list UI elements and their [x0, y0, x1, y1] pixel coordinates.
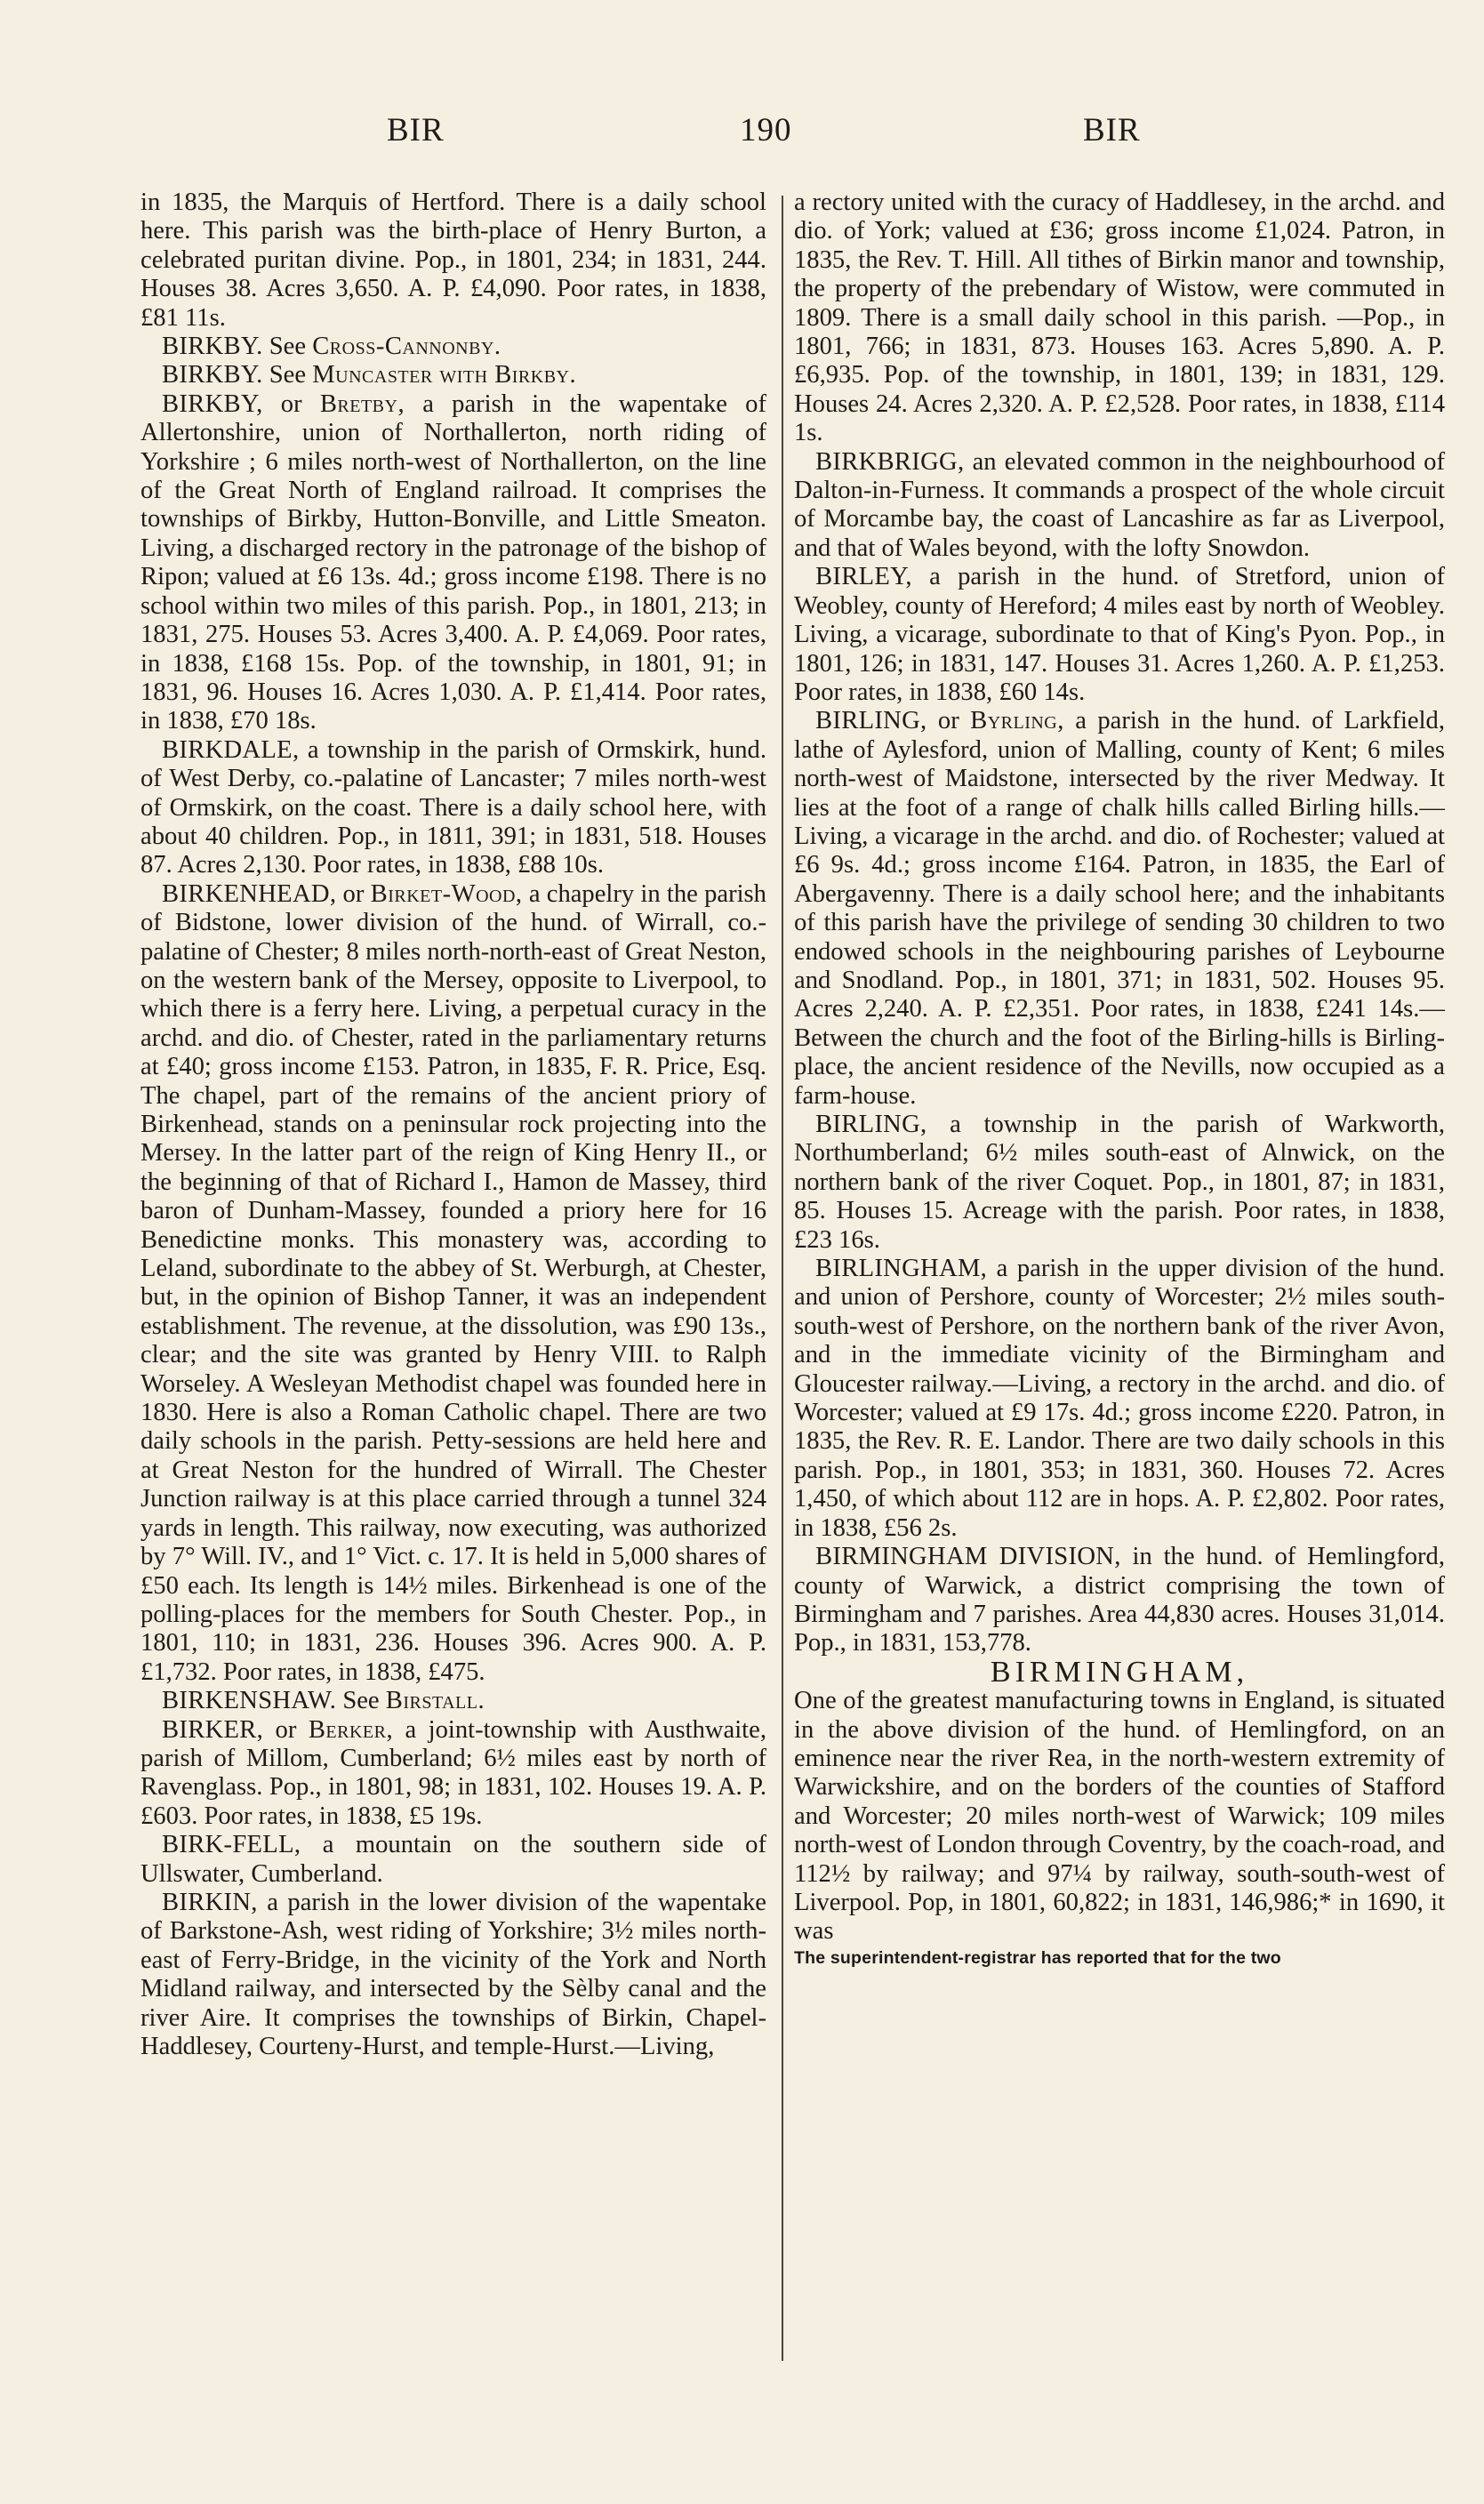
- entry-headword: BIRKER,: [162, 1715, 264, 1744]
- right-column-entries: [794, 189, 1445, 1658]
- gazetteer-entry: [794, 707, 1445, 1111]
- section-text: One of the greatest manufacturing towns in England, is situated in the above division of the hund. of Hemlingford, on an eminence near the river Rea, in the north-western extremity of Warwickshire, and on the borders of the counties of Stafford and Worcester; 20 miles north-west of Warwick; 109 miles north-west of London through Coventry, by the coach-road, and 112½ by railway; and 97¼ by railway, south-south-west of Liverpool. Pop, in 1801, 60,822; in 1831, 146,986;* in 1690, it was: [794, 1687, 1445, 1946]
- entry-headword: BIRKBY.: [162, 333, 263, 361]
- entry-headword: BIRMINGHAM DIVISION,: [815, 1543, 1121, 1571]
- column-divider: [782, 196, 783, 2361]
- alternate-name: Bretby,: [319, 389, 405, 418]
- gazetteer-entry: [794, 563, 1445, 707]
- gazetteer-entry: [140, 1831, 766, 1889]
- alternate-name: Birket-Wood,: [370, 879, 523, 908]
- entry-text: a township in the parish of Ormskirk, hund. of West Derby, co.-palatine of Lancaster; 7 miles north-west of Ormskirk, on the coast. There is a daily school here, with about 40 children. Pop., in 1811, 391; in 1831, 518. Houses 87. Acres 2,130. Poor rates, in 1838, £88 10s.: [140, 735, 766, 879]
- gazetteer-entry: [794, 1543, 1445, 1658]
- entry-text: a parish in the hund. of Stretford, union of Weobley, county of Hereford; 4 miles east by north of Weobley. Living, a vicarage, subordinate to that of King's Pyon. Pop., in 1801, 126; in 1831, 147. Houses 31. Acres 1,260. A. P. £1,253. Poor rates, in 1838, £60 14s.: [794, 563, 1446, 706]
- gazetteer-entry: [140, 1889, 766, 2061]
- entry-headword: BIRLINGHAM,: [815, 1255, 988, 1283]
- entry-text: an elevated common in the neighbourhood of Dalton-in-Furness. It commands a prospect of the whole circuit of Morcambe bay, the coast of Lancashire as far as Liverpool, and that of Wales beyond, with the lofty Snowdon.: [794, 447, 1445, 562]
- see-label: See: [269, 361, 307, 389]
- gazetteer-entry: [140, 1716, 766, 1832]
- entry-headword: BIRKBY.: [162, 361, 263, 389]
- or-label: or: [280, 389, 302, 418]
- gazetteer-entry: [140, 361, 766, 389]
- entry-headword: BIRLEY,: [815, 563, 912, 591]
- entry-headword: BIRKBY,: [162, 389, 263, 418]
- entry-headword: BIRKIN,: [162, 1888, 258, 1916]
- entry-headword: BIRLING,: [815, 1111, 927, 1138]
- gazetteer-entry: [794, 1111, 1445, 1255]
- footnote: The superintendent-registrar has reported that for the two: [794, 1947, 1281, 1968]
- continued-entry-text: in 1835, the Marquis of Hertford. There is a daily school here. This parish was the birth-place of Henry Burton, a celebrated puritan divine. Pop., in 1801, 234; in 1831, 244. Houses 38. Acres 3,650. A. P. £4,090. Poor rates, in 1838, £81 11s.: [140, 189, 766, 332]
- or-label: or: [275, 1715, 297, 1744]
- gazetteer-entry: [140, 1687, 766, 1715]
- header-left-word: BIR: [387, 112, 445, 148]
- gazetteer-entry: [140, 333, 766, 361]
- gazetteer-entry: [140, 390, 766, 736]
- entry-text: a township in the parish of Warkworth, Northumberland; 6½ miles south-east of Alnwick, on the northern bank of the river Coquet. Pop., in 1801, 87; in 1831, 85. Houses 15. Acreage with the parish. Poor rates, in 1838, £23 16s.: [794, 1111, 1446, 1254]
- right-column: [794, 189, 1445, 1970]
- entry-headword: BIRKBRIGG,: [815, 447, 965, 476]
- alternate-name: Berker,: [308, 1715, 394, 1744]
- cross-reference: Birstall.: [385, 1687, 485, 1715]
- entry-headword: BIRKENHEAD,: [162, 879, 337, 908]
- entry-text: a parish in the lower division of the wapentake of Barkstone-Ash, west riding of Yorkshire; 3½ miles north-east of Ferry-Bridge, in the vicinity of the York and North Midland railway, and intersected by the Sèlby canal and the river Aire. It comprises the townships of Birkin, Chapel-Haddlesey, Courteny-Hurst, and temple-Hurst.—Living,: [140, 1888, 767, 2060]
- entry-text: a chapelry in the parish of Bidstone, lower division of the hund. of Wirrall, co.-palatine of Chester; 8 miles north-north-east of Great Neston, on the western bank of the Mersey, opposite to Liverpool, to which there is a ferry here. Living, a perpetual curacy in the archd. and dio. of Chester, rated in the parliamentary returns at £40; gross income £153. Patron, in 1835, F. R. Price, Esq. The chapel, part of the remains of the ancient priory of Birkenhead, stands on a peninsular rock projecting into the Mersey. In the latter part of the reign of King Henry II., or the beginning of that of Richard I., Hamon de Massey, third baron of Dunham-Massey, founded a priory here for 16 Benedictine monks. This monastery was, according to Leland, subordinate to the abbey of St. Werburgh, at Chester, but, in the opinion of Bishop Tanner, it was an independent establishment. The revenue, at the dissolution, was £90 13s., clear; and the site was granted by Henry VIII. to Ralph Worseley. A Wesleyan Methodist chapel was founded here in 1830. Here is also a Roman Catholic chapel. There are two daily schools in the parish. Petty-sessions are held here and at Great Neston for the hundred of Wirrall. The Chester Junction railway is at this place carried through a tunnel 324 yards in length. This railway, now executing, was authorized by 7° Will. IV., and 1° Vict. c. 17. It is held in 5,000 shares of £50 each. Its length is 14½ miles. Birkenhead is one of the polling-places for the members for South Chester. Pop., in 1801, 110; in 1831, 236. Houses 396. Acres 900. A. P. £1,732. Poor rates, in 1838, £475.: [140, 879, 766, 1686]
- left-column: [140, 189, 766, 2061]
- entry-headword: BIRLING,: [815, 707, 927, 735]
- cross-reference: Cross-Cannonby.: [312, 333, 501, 361]
- continued-entry-text: a rectory united with the curacy of Haddlesey, in the archd. and dio. of York; valued at £36; gross income £1,024. Patron, in 1835, the Rev. T. Hill. All tithes of Birkin manor and township, the property of the prebendary of Wistow, were commuted in 1809. There is a small daily school in this parish. —Pop., in 1801, 766; in 1831, 873. Houses 163. Acres 5,890. A. P. £6,935. Pop. of the township, in 1801, 139; in 1831, 129. Houses 24. Acres 2,320. A. P. £2,528. Poor rates, in 1838, £114 1s.: [794, 189, 1445, 447]
- entry-text: a parish in the hund. of Larkfield, lathe of Aylesford, union of Malling, county of Kent; 6 miles north-west of Maidstone, intersected by the river Medway. It lies at the foot of a range of chalk hills called Birling hills.—Living, a vicarage in the archd. and dio. of Rochester; valued at £6 9s. 4d.; gross income £164. Patron, in 1835, the Earl of Abergavenny. There is a daily school here; and the inhabitants of this parish have the privilege of sending 30 children to two endowed schools in the neighbouring parishes of Leybourne and Snodland. Pop., in 1801, 371; in 1831, 502. Houses 95. Acres 2,240. A. P. £2,351. Poor rates, in 1838, £241 14s.—Between the church and the foot of the Birling-hills is Birling-place, the ancient residence of the Nevills, now occupied as a farm-house.: [794, 707, 1446, 1110]
- header-right-word: BIR: [1083, 112, 1141, 148]
- see-label: See: [342, 1687, 380, 1715]
- entry-text: a parish in the upper division of the hund. and union of Pershore, county of Worcester; 2½ miles south-south-west of Pershore, on the northern bank of the river Avon, and in the immediate vicinity of the Birmingham and Gloucester railway.—Living, a rectory in the archd. and dio. of Worcester; valued at £9 17s. 4d.; gross income £220. Patron, in 1835, the Rev. R. E. Landor. There are two daily schools in this parish. Pop., in 1801, 353; in 1831, 360. Houses 72. Acres 1,450, of which about 112 are in hops. A. P. £2,802. Poor rates, in 1838, £56 2s.: [794, 1255, 1445, 1542]
- gazetteer-entry: [794, 1255, 1445, 1543]
- or-label: or: [342, 879, 365, 908]
- entry-text: a parish in the wapentake of Allertonshire, union of Northallerton, north riding of Yorkshire ; 6 miles north-west of Northallerton, on the line of the Great North of England railroad. It comprises the townships of Birkby, Hutton-Bonville, and Little Smeaton. Living, a discharged rectory in the patronage of the bishop of Ripon; valued at £6 13s. 4d.; gross income £198. There is no school within two miles of this parish. Pop., in 1801, 213; in 1831, 275. Houses 53. Acres 3,400. A. P. £4,069. Poor rates, in 1838, £168 15s. Pop. of the township, in 1801, 91; in 1831, 96. Houses 16. Acres 1,030. A. P. £1,414. Poor rates, in 1838, £70 18s.: [140, 389, 766, 735]
- entry-text: a joint-township with Austhwaite, parish of Millom, Cumberland; 6½ miles east by north of Ravenglass. Pop., in 1801, 98; in 1831, 102. Houses 19. A. P. £603. Poor rates, in 1838, £5 19s.: [140, 1715, 766, 1830]
- entry-headword: BIRKDALE,: [162, 735, 300, 764]
- alternate-name: Byrling,: [970, 707, 1064, 735]
- cross-reference: Muncaster with Birkby.: [312, 361, 577, 389]
- entry-headword: BIRK-FELL,: [162, 1831, 301, 1859]
- gazetteer-entry: [140, 880, 766, 1687]
- entry-headword: BIRKENSHAW.: [162, 1687, 337, 1715]
- running-header: [0, 111, 1484, 165]
- entry-text: a mountain on the southern side of Ullswater, Cumberland.: [140, 1831, 766, 1888]
- gazetteer-entry: [794, 448, 1445, 564]
- gazetteer-entry: [140, 736, 766, 880]
- see-label: See: [269, 333, 307, 361]
- or-label: or: [937, 707, 959, 735]
- section-title: BIRMINGHAM,: [990, 1655, 1249, 1689]
- entry-text: in the hund. of Hemlingford, county of Warwick, a district comprising the town of Birmingham and 7 parishes. Area 44,830 acres. Houses 31,014. Pop., in 1831, 153,778.: [794, 1543, 1445, 1657]
- page-number: 190: [740, 112, 792, 148]
